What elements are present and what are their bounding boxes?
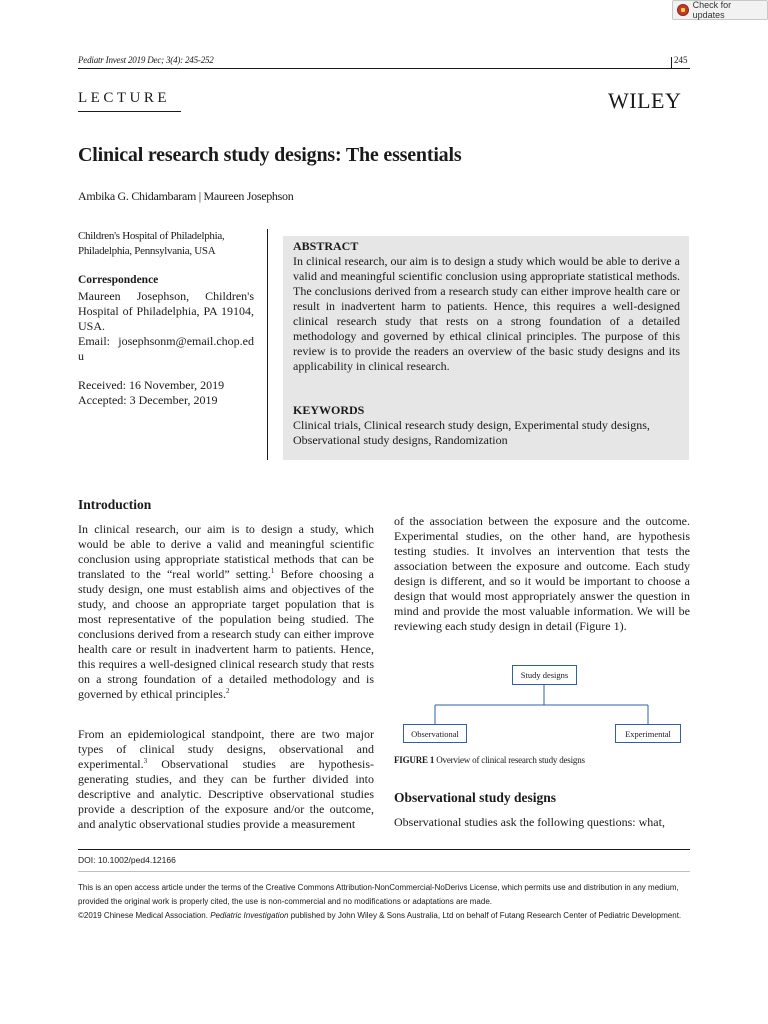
section-label: LECTURE: [78, 90, 170, 106]
abstract-heading: ABSTRACT: [293, 239, 359, 253]
check-for-updates-button[interactable]: [672, 0, 768, 20]
correspondence-heading: Correspondence: [78, 274, 159, 286]
license-text: [78, 881, 690, 923]
observational-paragraph: Observational studies ask the following questions: what,: [394, 815, 665, 829]
footer-rule-light: [78, 871, 690, 872]
article-dates: [78, 378, 224, 408]
footer-rule: [78, 849, 690, 850]
page-number: 245: [674, 55, 688, 65]
citation-1[interactable]: 1: [270, 567, 275, 575]
received-date: Received: 16 November, 2019: [78, 378, 225, 392]
crossmark-icon: [677, 4, 689, 16]
citation-2[interactable]: 2: [225, 687, 230, 695]
journal-reference: Pediatr Invest 2019 Dec; 3(4): 245-252: [78, 55, 214, 65]
intro-paragraph-1: In clinical research, our aim is to design a study, which would be able to derive a valid and meaningful scientific conclusion using appropriate statistical methods that can be translated to the “real world” setting.$^1$ Before choosing a study design, one must establish aims and objectives of the study, and choose an appropriate target population that is most representative of the population being studied. The conclusions derived from a research study can either improve health care or result in inadvertent harm to patients. Hence, this requires a well-designed clinical research study that rests on a strong foundation of a detailed methodology and is governed by ethical principles.$^2$: [78, 522, 374, 701]
accepted-date: Accepted: 3 December, 2019: [78, 393, 218, 407]
affiliation: Children's Hospital of Philadelphia, Philadelphia, Pennsylvania, USA: [78, 230, 225, 257]
abstract-text: In clinical research, our aim is to design a study which would be able to derive a valid and meaningful scientific conclusion using appropriate statistical methods. The conclusions derived from a research study can either improve health care or result in inadvertent harm to patients. Hence, this requires a well-designed clinical research study that rests on a strong foundation of a detailed methodology and governed by ethical clinical principles. The purpose of this review is to provide the readers an overview of the basic study designs and its applicability in clinical research.: [293, 254, 680, 373]
copyright-statement: ©2019 Chinese Medical Association. Pediatric Investigation published by John Wiley & Sons Australia, Ltd on behalf of Futang Research Center of Pediatric Development.: [78, 911, 682, 920]
keywords-heading: KEYWORDS: [293, 403, 365, 417]
keywords-text: Clinical trials, Clinical research study design, Experimental study designs, Observational study designs, Randomization: [293, 418, 650, 447]
publisher-logo: WILEY: [608, 88, 682, 113]
doi-link[interactable]: DOI: 10.1002/ped4.12166: [78, 855, 176, 865]
correspondence-details: [78, 289, 254, 364]
sidebar-divider: [267, 229, 268, 460]
license-statement: This is an open access article under the terms of the Creative Commons Attribution-NonCommercial-NoDerivs License, which permits use and distribution in any medium, provided the original work is properly cited, the use is non-commercial and no modifications or adaptations are made.: [78, 883, 679, 906]
figure-caption: FIGURE 1 Overview of clinical research study designs: [394, 755, 585, 765]
introduction-heading: Introduction: [78, 497, 152, 512]
correspondence-name: Maureen Josephson, Children's Hospital of Philadelphia, PA 19104, USA.: [78, 289, 254, 333]
section-underline: [78, 111, 181, 112]
intro-paragraph-2: From an epidemiological standpoint, there are two major types of clinical study designs, observational and experimental.$^3$ Observational studies are hypothesis-generating studies, and they can be further divided into descriptive and analytic. Descriptive observational studies provide a description of the exposure and/or the outcome, and analytic observational studies provide a measurement: [78, 727, 374, 831]
article-title: Clinical research study designs: The essentials: [78, 144, 462, 166]
header-rule: [78, 68, 690, 69]
intro-paragraph-3: of the association between the exposure and the outcome. Experimental studies, on the other hand, are hypothesis testing studies. It involves an intervention that tests the association between the exposure and outcome. Each study design is different, and so it would be important to choose a design that would most appropriately answer the question in mind and provide the most valuable information. We will be reviewing each study design in detail (Figure 1).: [394, 514, 690, 633]
article-authors: Ambika G. Chidambaram | Maureen Josephson: [78, 189, 294, 203]
observational-heading: Observational study designs: [394, 790, 557, 805]
check-for-updates-label: Check for updates: [692, 0, 732, 20]
figure-node-observational: Observational: [403, 724, 467, 743]
figure-node-study-designs: Study designs: [512, 665, 577, 685]
correspondence-email[interactable]: Email: josephsonm@email.chop.edu: [78, 334, 254, 363]
citation-3[interactable]: 3: [143, 757, 148, 765]
figure-node-experimental: Experimental: [615, 724, 681, 743]
page-number-divider: [671, 57, 672, 68]
